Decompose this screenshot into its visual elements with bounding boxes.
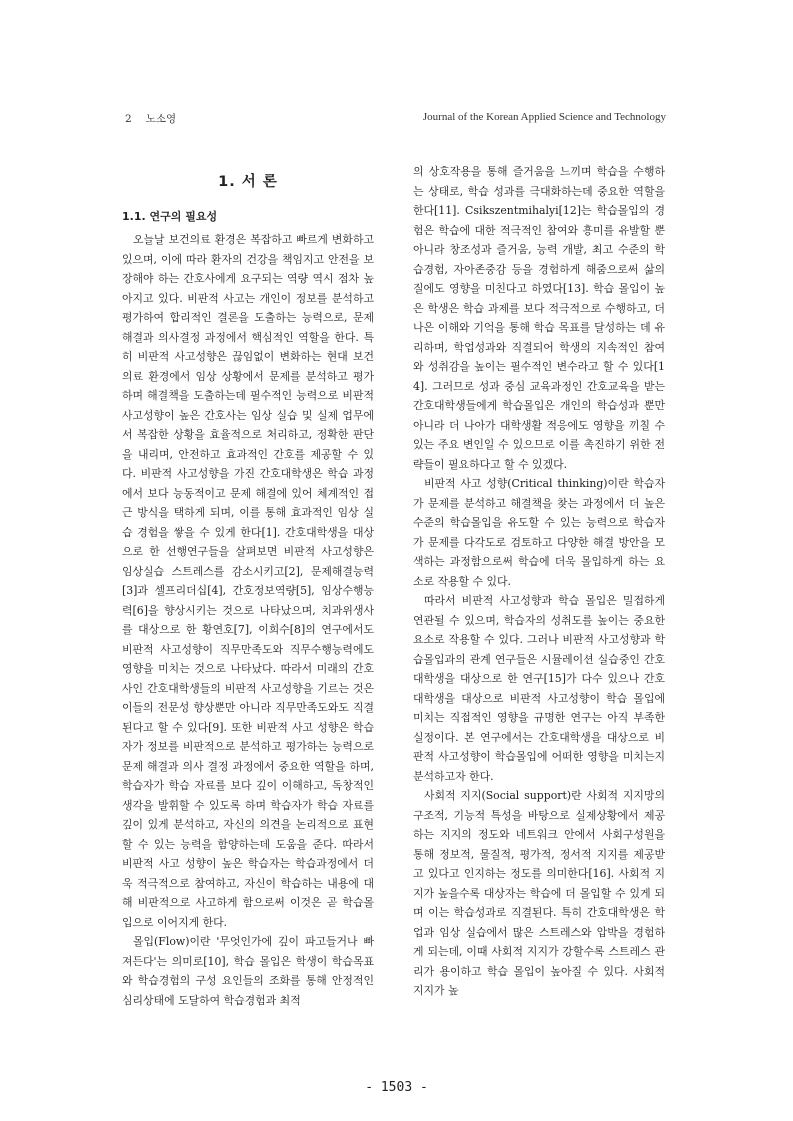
paragraph: 비판적 사고 성향(Critical thinking)이란 학습자가 문제를 분석하고 해결책을 찾는 과정에서 더 높은 수준의 학습몰입을 유도할 수 있는 능력으로 학습자가 문제를 다각도로 검토하고 다양한 해결 방안을 모색하는 과정함으로써 학습에 더욱 몰입하게 하는 요소로 작용할 수 있다.: [413, 477, 665, 588]
running-header: [125, 111, 666, 127]
paragraph: 의 상호작용을 통해 즐거움을 느끼며 학습을 수행하는 상태로, 학습 성과를 극대화하는데 중요한 역할을 한다[11]. Csikszentmihalyi[12]는 학습몰입의 경험은 학습에 대한 적극적인 참여와 흥미를 유발할 뿐 아니라 창조성과 즐거움, 능력 개발, 최고 수준의 학습경험, 자아존중감 등을 경험하게 해줌으로써 삶의 질에도 영향을 미친다고 하였다[13]. 학습 몰입이 높은 학생은 학습 과제를 보다 적극적으로 수행하고, 더 나은 이해와 기억을 통해 학습 목표를 달성하는 데 유리하며, 학업성과와 직결되어 학생의 지속적인 참여와 성취감을 높이는 필수적인 변수라고 할 수 있다[14]. 그러므로 성과 중심 교육과정인 간호교육을 받는 간호대학생들에게 학습몰입은 개인의 학습성과 뿐만아니라 더 나아가 대학생활 적응에도 영향을 끼칠 수 있는 주요 변인일 수 있으므로 이를 촉진하기 위한 전략들이 필요하다고 할 수 있겠다.: [413, 165, 665, 471]
subsection-title: 1.1. 연구의 필요성: [122, 210, 218, 223]
paragraph: 몰입(Flow)이란 '무엇인가에 깊이 파고들거나 빠져든다'는 의미로[10], 학습 몰입은 학생이 학습목표와 학습경험의 구성 요인들의 조화를 통해 안정적인 심리상태에 도달하여 학습경험과 최적: [122, 935, 374, 1007]
header-journal-title: Journal of the Korean Applied Science and Technology: [422, 111, 666, 123]
page-number: - 1503 -: [365, 1080, 428, 1095]
header-page-number: 2: [125, 113, 132, 125]
header-author: 노소영: [145, 113, 177, 125]
section-title: 1. 서 론: [218, 174, 278, 190]
right-column: [413, 162, 665, 1001]
paragraph: 사회적 지지(Social support)란 사회적 지지망의 구조적, 기능적 특성을 바탕으로 실제상황에서 제공하는 지지의 정도와 네트워크 안에서 사회구성원을 통해 정보적, 물질적, 평가적, 정서적 지지를 제공받고 있다고 인지하는 정도를 의미한다[16]. 사회적 지지가 높을수록 대상자는 학습에 더 몰입할 수 있게 되며 이는 학습성과로 직결된다. 특히 간호대학생은 학업과 임상 실습에서 많은 스트레스와 압박을 경험하게 되는데, 이때 사회적 지지가 강할수록 스트레스 관리가 용이하고 학습 몰입이 높아질 수 있다. 사회적 지지가 높: [413, 789, 665, 997]
paragraph: 오늘날 보건의료 환경은 복잡하고 빠르게 변화하고 있으며, 이에 따라 환자의 건강을 책임지고 안전을 보장해야 하는 간호사에게 요구되는 역량 역시 점차 높아지고 있다. 비판적 사고는 개인이 정보를 분석하고 평가하여 합리적인 결론을 도출하는 능력으로, 문제 해결과 의사결정 과정에서 핵심적인 역할을 한다. 특히 비판적 사고성향은 끊임없이 변화하는 현대 보건의료 환경에서 임상 상황에서 문제를 분석하고 평가하며 해결책을 도출하는데 필수적인 능력으로 비판적 사고성향이 높은 간호사는 임상 실습 및 실제 업무에서 복잡한 상황을 효율적으로 처리하고, 정확한 판단을 내리며, 안전하고 효과적인 간호를 제공할 수 있다. 비판적 사고성향을 가진 간호대학생은 학습 과정에서 보다 능동적이고 문제 해결에 있어 체계적인 접근 방식을 택하게 되며, 이를 통해 효과적인 임상 실습 경험을 쌓을 수 있게 한다[1]. 간호대학생을 대상으로 한 선행연구들을 살펴보면 비판적 사고성향은 임상실습 스트레스를 감소시키고[2], 문제해결능력[3]과 셀프리더십[4], 간호정보역량[5], 임상수행능력[6]을 향상시키는 것으로 나타났으며, 치과위생사를 대상으로 한 황연호[7], 이희수[8]의 연구에서도 비판적 사고성향이 직무만족도와 직무수행능력에도 영향을 미치는 것으로 나타났다. 따라서 미래의 간호사인 간호대학생들의 비판적 사고성향을 기르는 것은 이들의 전문성 향상뿐만 아니라 직무만족도와도 직결된다고 할 수 있다[9]. 또한 비판적 사고 성향은 학습자가 정보를 비판적으로 분석하고 평가하는 능력으로 문제 해결과 의사 결정 과정에서 중요한 역할을 하며, 학습자가 학습 자료를 보다 깊이 이해하고, 독창적인 생각을 발휘할 수 있도록 하며 학습자가 학습 자료를 깊이 있게 분석하고, 자신의 의견을 논리적으로 표현할 수 있는 능력을 함양하는데 도움을 준다. 따라서 비판적 사고 성향이 높은 학습자는 학습과정에서 더욱 적극적으로 참여하고, 자신이 학습하는 내용에 대해 비판적으로 사고하게 함으로써 이것은 곧 학습몰입으로 이어지게 한다.: [122, 233, 374, 929]
paragraph: 따라서 비판적 사고성향과 학습 몰입은 밀접하게 연관될 수 있으며, 학습자의 성취도를 높이는 중요한 요소로 작용할 수 있다. 그러나 비판적 사고성향과 학습몰입과의 관계 연구들은 시뮬레이션 실습중인 간호대학생을 대상으로 한 연구[15]가 다수 있으나 간호대학생을 대상으로 비판적 사고성향이 학습 몰입에 미치는 직접적인 영향을 규명한 연구는 아직 부족한 실정이다. 본 연구에서는 간호대학생을 대상으로 비판적 사고성향이 학습몰입에 어떠한 영향을 미치는지 분석하고자 한다.: [413, 594, 665, 783]
left-column: [122, 162, 374, 1010]
header-left: [125, 111, 176, 126]
